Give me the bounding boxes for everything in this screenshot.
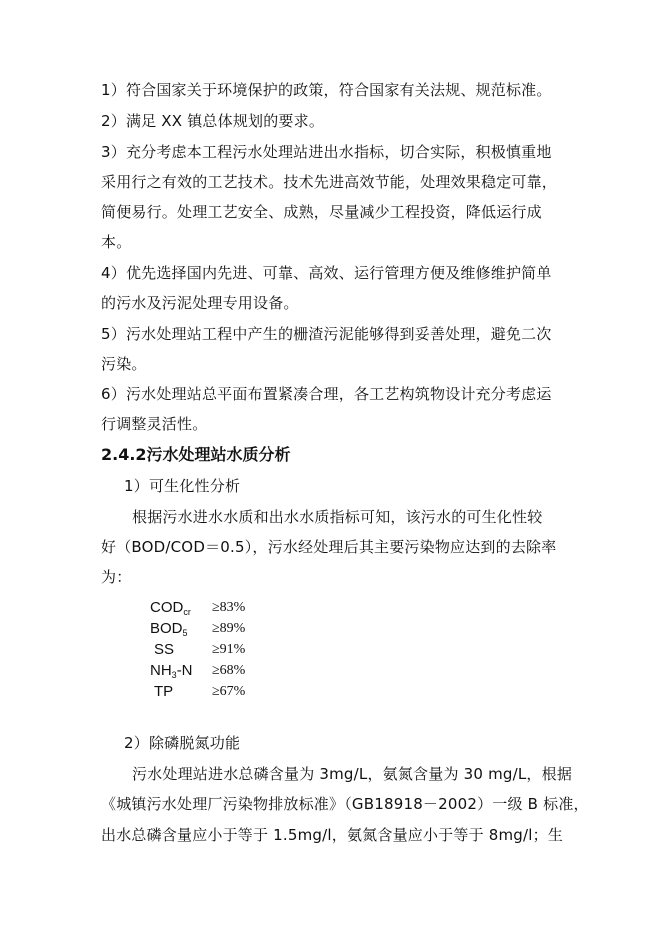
rate-name-ss: SS xyxy=(154,641,175,658)
paragraph-4-line-1: 4）优先选择国内先进、可靠、高效、运行管理方便及维修维护简单 xyxy=(101,264,552,282)
subsection-2-line-1: 污水处理站进水总磷含量为 3mg/L，氨氮含量为 30 mg/L，根据 xyxy=(132,765,573,783)
subsection-2-line-2: 《城镇污水处理厂污染物排放标准》（GB18918－2002）一级 B 标准， xyxy=(101,795,589,813)
paragraph-5-line-1: 5）污水处理站工程中产生的栅渣污泥能够得到妥善处理，避免二次 xyxy=(101,325,552,343)
rate-value-nh3n: ≥68% xyxy=(212,663,246,678)
paragraph-5-line-2: 污染。 xyxy=(101,355,147,373)
paragraph-6-line-1: 6）污水处理站总平面布置紧凑合理，各工艺构筑物设计充分考虑运 xyxy=(101,385,552,403)
paragraph-6-line-2: 行调整灵活性。 xyxy=(101,415,208,433)
subsection-1-line-1: 根据污水进水水质和出水水质指标可知，该污水的可生化性较 xyxy=(132,508,543,526)
rate-name-tp: TP xyxy=(154,683,174,700)
paragraph-4-line-2: 的污水及污泥处理专用设备。 xyxy=(101,294,299,312)
paragraph-3-line-1: 3）充分考虑本工程污水处理站进出水指标，切合实际，积极慎重地 xyxy=(101,143,552,161)
rate-value-bod: ≥89% xyxy=(212,621,246,636)
subsection-2-title: 2）除磷脱氮功能 xyxy=(124,734,241,752)
paragraph-2-line-1: 2）满足 XX 镇总体规划的要求。 xyxy=(101,112,325,130)
subsection-1-line-3: 为： xyxy=(101,568,132,586)
subsection-1-line-2: 好（BOD/COD＝0.5），污水经处理后其主要污染物应达到的去除率 xyxy=(101,538,557,556)
rate-value-ss: ≥91% xyxy=(212,642,246,657)
rate-value-tp: ≥67% xyxy=(212,684,246,699)
paragraph-3-line-3: 简便易行。处理工艺安全、成熟，尽量减少工程投资，降低运行成 xyxy=(101,203,542,221)
section-heading: 2.4.2污水处理站水质分析 xyxy=(101,445,291,464)
subsection-2-line-3: 出水总磷含量应小于等于 1.5mg/l，氨氮含量应小于等于 8mg/l；生 xyxy=(101,826,564,844)
rate-name-nh3n: $NH_3-N$ xyxy=(150,662,193,680)
rate-name-bod: $BOD_5$ xyxy=(150,620,188,638)
paragraph-3-line-2: 采用行之有效的工艺技术。技术先进高效节能，处理效果稳定可靠， xyxy=(101,173,558,191)
rate-name-cod: $COD_{cr}$ xyxy=(150,599,191,617)
rate-value-cod: ≥83% xyxy=(212,600,246,615)
subsection-1-title: 1）可生化性分析 xyxy=(124,477,241,495)
paragraph-1-line-1: 1）符合国家关于环境保护的政策，符合国家有关法规、规范标准。 xyxy=(101,81,552,99)
paragraph-3-line-4: 本。 xyxy=(101,233,132,251)
